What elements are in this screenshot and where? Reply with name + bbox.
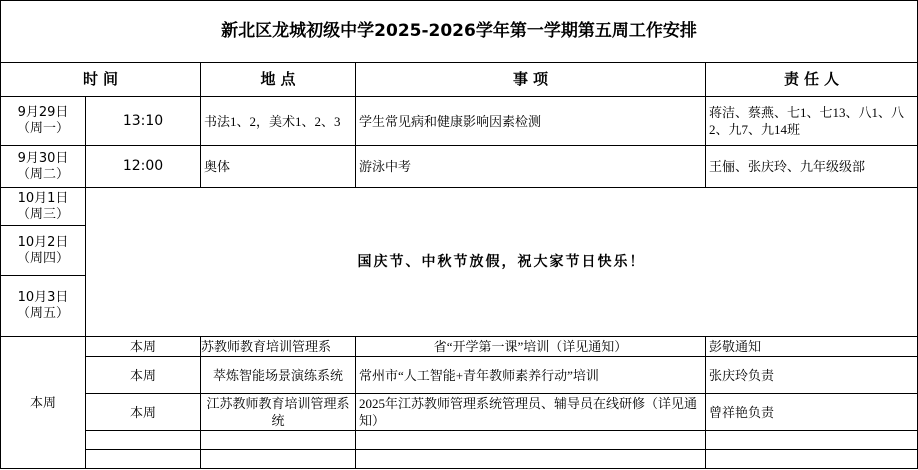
time-cell: 本周 [86,337,201,357]
place-cell: 奥体 [201,146,356,188]
time-cell [86,450,201,469]
owner-cell: 曾祥艳负责 [706,394,918,431]
item-cell: 2025年江苏教师管理系统管理员、辅导员在线研修（详见通知） [356,394,706,431]
header-time: 时间 [1,63,201,97]
header-owner: 责任人 [706,63,918,97]
page-title: 新北区龙城初级中学2025-2026学年第一学期第五周工作安排 [1,1,918,63]
date-cell [1,146,86,188]
place-cell: 书法1、2，美术1、2、3 [201,97,356,146]
week-label: 本周 [1,337,86,469]
date-line: 9月29日 [17,105,69,120]
weekday-line: （周四） [16,250,69,266]
holiday-message: 国庆节、中秋节放假，祝大家节日快乐！ [86,188,918,337]
time-cell: 12:00 [86,146,201,188]
weekday-line: （周五） [16,306,69,321]
owner-cell [706,450,918,469]
time-cell: 本周 [86,394,201,431]
owner-cell: 彭敬通知 [706,337,918,357]
owner-cell [706,431,918,450]
owner-cell: 王俪、张庆玲、九年级级部 [706,146,918,188]
date-line: 9月30日 [17,150,69,166]
header-item: 事项 [356,63,706,97]
owner-cell: 蒋洁、蔡燕、七1、七13、八1、八2、九7、九14班 [706,97,918,146]
weekday-line: （周一） [16,121,69,136]
time-cell [86,431,201,450]
place-cell: 苏教师教育培训管理系 [201,337,356,357]
weekday-line: （周二） [16,166,69,182]
place-cell [201,450,356,469]
date-line: 10月1日 [17,190,69,206]
item-cell: 游泳中考 [356,146,706,188]
date-line: 10月2日 [17,234,69,250]
header-place: 地点 [201,63,356,97]
item-cell: 省“开学第一课”培训（详见通知） [356,337,706,357]
place-cell: 江苏教师教育培训管理系统 [201,394,356,431]
date-cell [1,226,86,276]
item-cell: 常州市“人工智能+青年教师素养行动”培训 [356,357,706,394]
date-cell [1,97,86,146]
place-cell: 萃炼智能场景演练系统 [201,357,356,394]
item-cell [356,431,706,450]
time-cell: 本周 [86,357,201,394]
item-cell: 学生常见病和健康影响因素检测 [356,97,706,146]
weekday-line: （周三） [16,206,69,222]
place-cell [201,431,356,450]
date-cell [1,188,86,226]
time-cell: 13:10 [86,97,201,146]
owner-cell: 张庆玲负责 [706,357,918,394]
date-line: 10月3日 [17,290,69,305]
date-cell [1,276,86,337]
item-cell [356,450,706,469]
